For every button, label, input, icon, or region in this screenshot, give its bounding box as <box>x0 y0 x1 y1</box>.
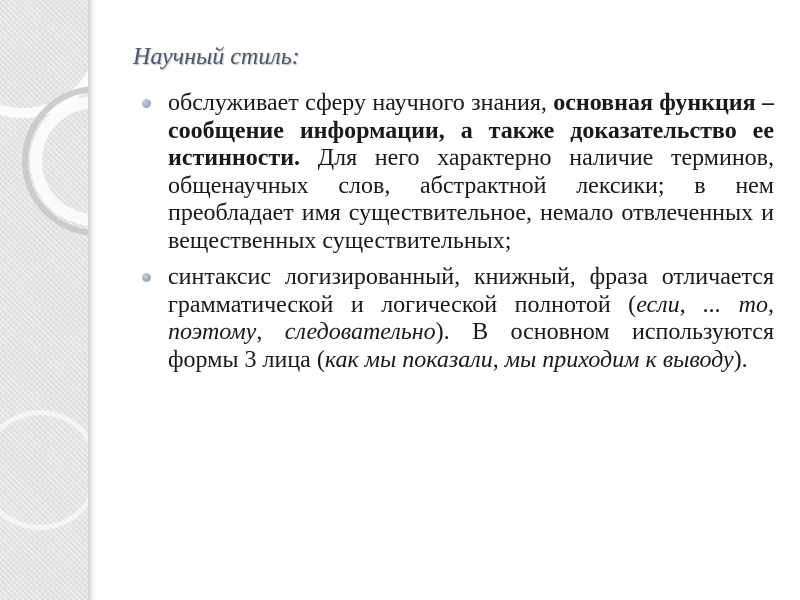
bullet-dot-icon <box>142 273 151 282</box>
bullet-text: ). <box>733 346 748 373</box>
bullet-dot-icon <box>142 99 151 108</box>
bullet-text: Для него характерно наличие терминов, общенаучных слов, абстрактной лексики; в нем преобладает имя существительное, немало отвлеченных и вещественных существительных; <box>168 145 774 254</box>
slide-title: Научный стиль: <box>133 44 300 70</box>
italic-text: если, ... то, поэтому <box>168 291 774 345</box>
decorative-ring <box>0 410 88 530</box>
bullet-list <box>142 90 774 383</box>
bullet-text: обслуживает сферу научного знания, <box>168 90 554 116</box>
list-item <box>142 264 774 374</box>
sidebar-edge <box>88 0 96 600</box>
bullet-text: ). В основном используются формы 3 лица ( <box>168 319 774 373</box>
bullet-text: синтаксис логизированный, книжный, фраза отличается грамматической и логической полнотой ( <box>168 264 774 318</box>
bullet-text: , <box>256 319 285 345</box>
decorative-sidebar <box>0 0 88 600</box>
italic-text: как мы показали, мы приходим к выводу <box>324 346 734 373</box>
bold-text: основная функция – сообщение информации, а также доказательство ее истинности. <box>168 90 774 171</box>
italic-text: следовательно <box>284 319 436 345</box>
list-item <box>142 90 774 255</box>
